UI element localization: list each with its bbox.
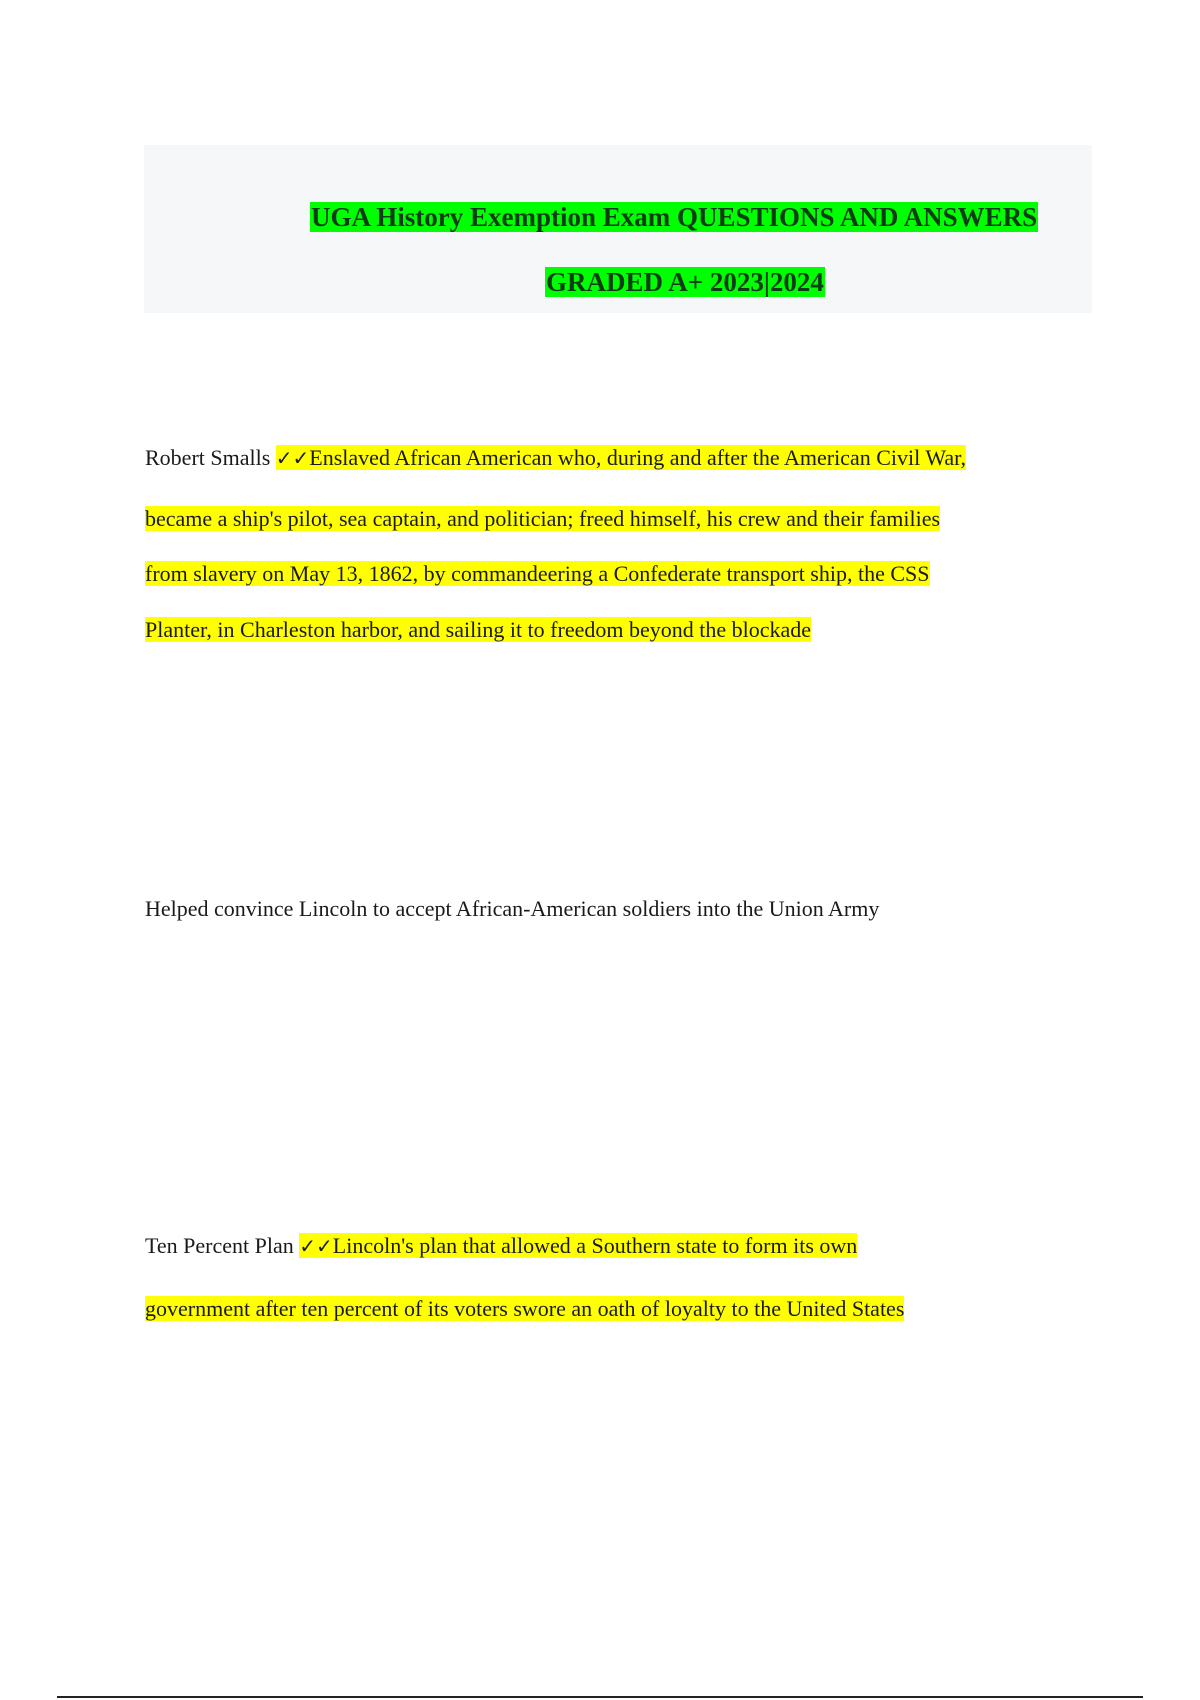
answer-text: from slavery on May 13, 1862, by commandeering a Confederate transport ship, the CSS bbox=[145, 561, 930, 586]
term-label: Ten Percent Plan bbox=[145, 1233, 294, 1258]
answer-text: government after ten percent of its voters swore an oath of loyalty to the United States bbox=[145, 1296, 905, 1321]
qa-line bbox=[145, 617, 811, 643]
checkmark-icon: ✓✓ bbox=[275, 446, 310, 470]
qa-line bbox=[145, 1296, 904, 1322]
qa-line bbox=[145, 561, 930, 587]
checkmark-icon: ✓✓ bbox=[299, 1234, 333, 1258]
question-text: Helped convince Lincoln to accept African-American soldiers into the Union Army bbox=[145, 896, 880, 921]
qa-line bbox=[145, 506, 940, 532]
qa-line bbox=[145, 445, 966, 471]
qa-line bbox=[145, 1233, 857, 1259]
document-title-line-2: GRADED A+ 2023|2024 bbox=[546, 267, 824, 297]
answer-text: became a ship's pilot, sea captain, and politician; freed himself, his crew and their families bbox=[145, 506, 941, 531]
answer-text: Planter, in Charleston harbor, and sailing it to freedom beyond the blockade bbox=[145, 617, 812, 642]
answer-text: Lincoln's plan that allowed a Southern state to form its own bbox=[332, 1233, 858, 1258]
document-title-line-1: UGA History Exemption Exam QUESTIONS AND ANSWERS bbox=[311, 202, 1038, 232]
term-label: Robert Smalls bbox=[145, 445, 271, 470]
answer-text: Enslaved African American who, during and after the American Civil War, bbox=[309, 445, 967, 470]
footer-divider bbox=[57, 1696, 1143, 1698]
